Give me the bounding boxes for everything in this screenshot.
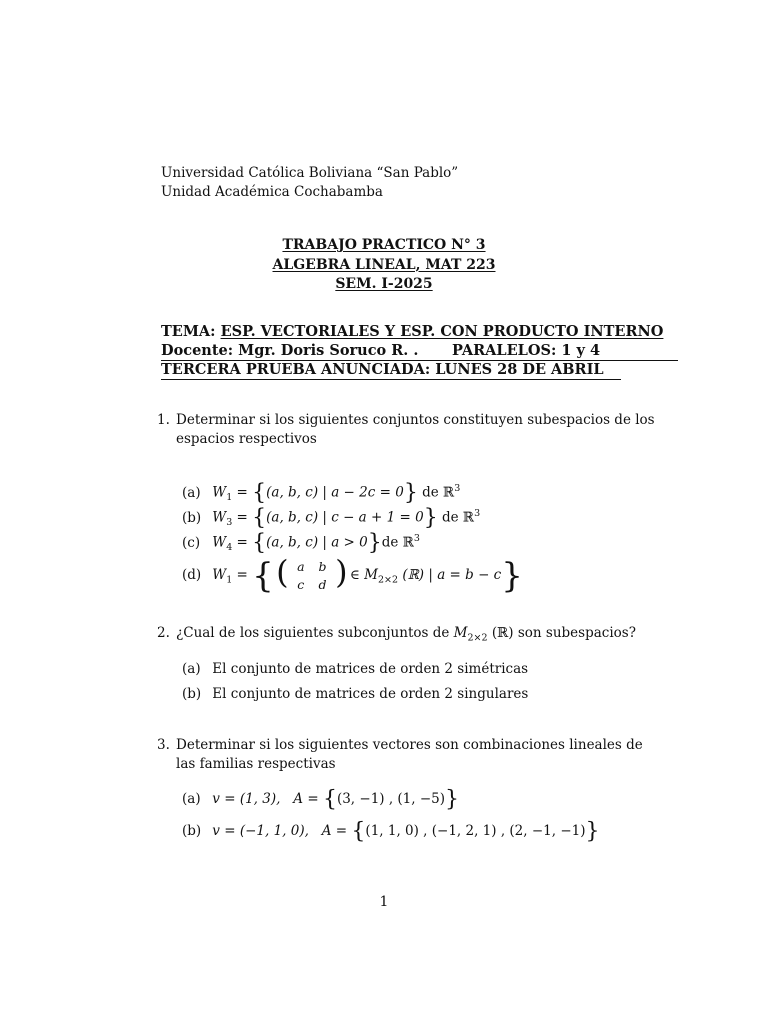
list-item: (a) v = (1, 3), A = {(3, −1) , (1, −5)} <box>182 787 460 812</box>
prueba-line <box>161 360 621 380</box>
prueba-label: TERCERA PRUEBA ANUNCIADA: <box>161 361 431 378</box>
list-item: (a) El conjunto de matrices de orden 2 simétricas <box>182 661 529 677</box>
question-number: 2. <box>157 625 170 641</box>
question-number: 3. <box>157 737 170 753</box>
question-text: Determinar si los siguientes vectores son combinaciones lineales de las familias respectivas <box>176 737 643 772</box>
list-item: (d) $W_1$ = { ( a b c d ) ∈ $M_{2\times 2}$ (ℝ) | a = b − c} <box>182 552 523 596</box>
docente-text: Docente: Mgr. Doris Soruco R. . <box>161 342 419 359</box>
tema-line <box>161 322 663 341</box>
academic-unit: Unidad Académica Cochabamba <box>161 184 383 200</box>
list-item: (c) $W_4 = \{(a$, b, c) | a > 0}de ℝ$^3$ <box>182 530 420 556</box>
prueba-date: LUNES 28 DE ABRIL <box>435 361 604 378</box>
list-item: (b) $W_3 = \{(a$, b, c) | c − a + 1 = 0} de ℝ$^3$ <box>182 505 481 531</box>
tema-label: TEMA: <box>161 323 216 340</box>
institution-name: Universidad Católica Boliviana “San Pablo” <box>161 165 459 181</box>
question-number: 1. <box>157 412 170 428</box>
list-item: (b) v = (−1, 1, 0), A = {(1, 1, 0) , (−1, 2, 1) , (2, −1, −1)} <box>182 819 600 844</box>
title-block <box>0 236 768 295</box>
list-item: (b) El conjunto de matrices de orden 2 singulares <box>182 686 529 702</box>
matrix: ( a b c d ) <box>276 552 348 592</box>
tema-value: ESP. VECTORIALES Y ESP. CON PRODUCTO INTERNO <box>220 323 664 340</box>
list-item: (a) $W_1 = \{(a$, b, c) | a − 2c = 0} de ℝ$^3$ <box>182 480 461 506</box>
question-text: Determinar si los siguientes conjuntos constituyen subespacios de los espacios respectivos <box>176 412 655 447</box>
title-line-3: SEM. I-2025 <box>335 276 433 292</box>
paralelos-text: PARALELOS: 1 y 4 <box>452 342 601 359</box>
title-line-2: ALGEBRA LINEAL, MAT 223 <box>272 256 496 273</box>
title-line-1: TRABAJO PRACTICO N° 3 <box>282 237 486 253</box>
question-text: ¿Cual de los siguientes subconjuntos de $M_{2\times 2}$ (ℝ) son subespacios? <box>176 625 636 644</box>
docente-line <box>161 341 678 361</box>
page-number: 1 <box>379 894 389 910</box>
